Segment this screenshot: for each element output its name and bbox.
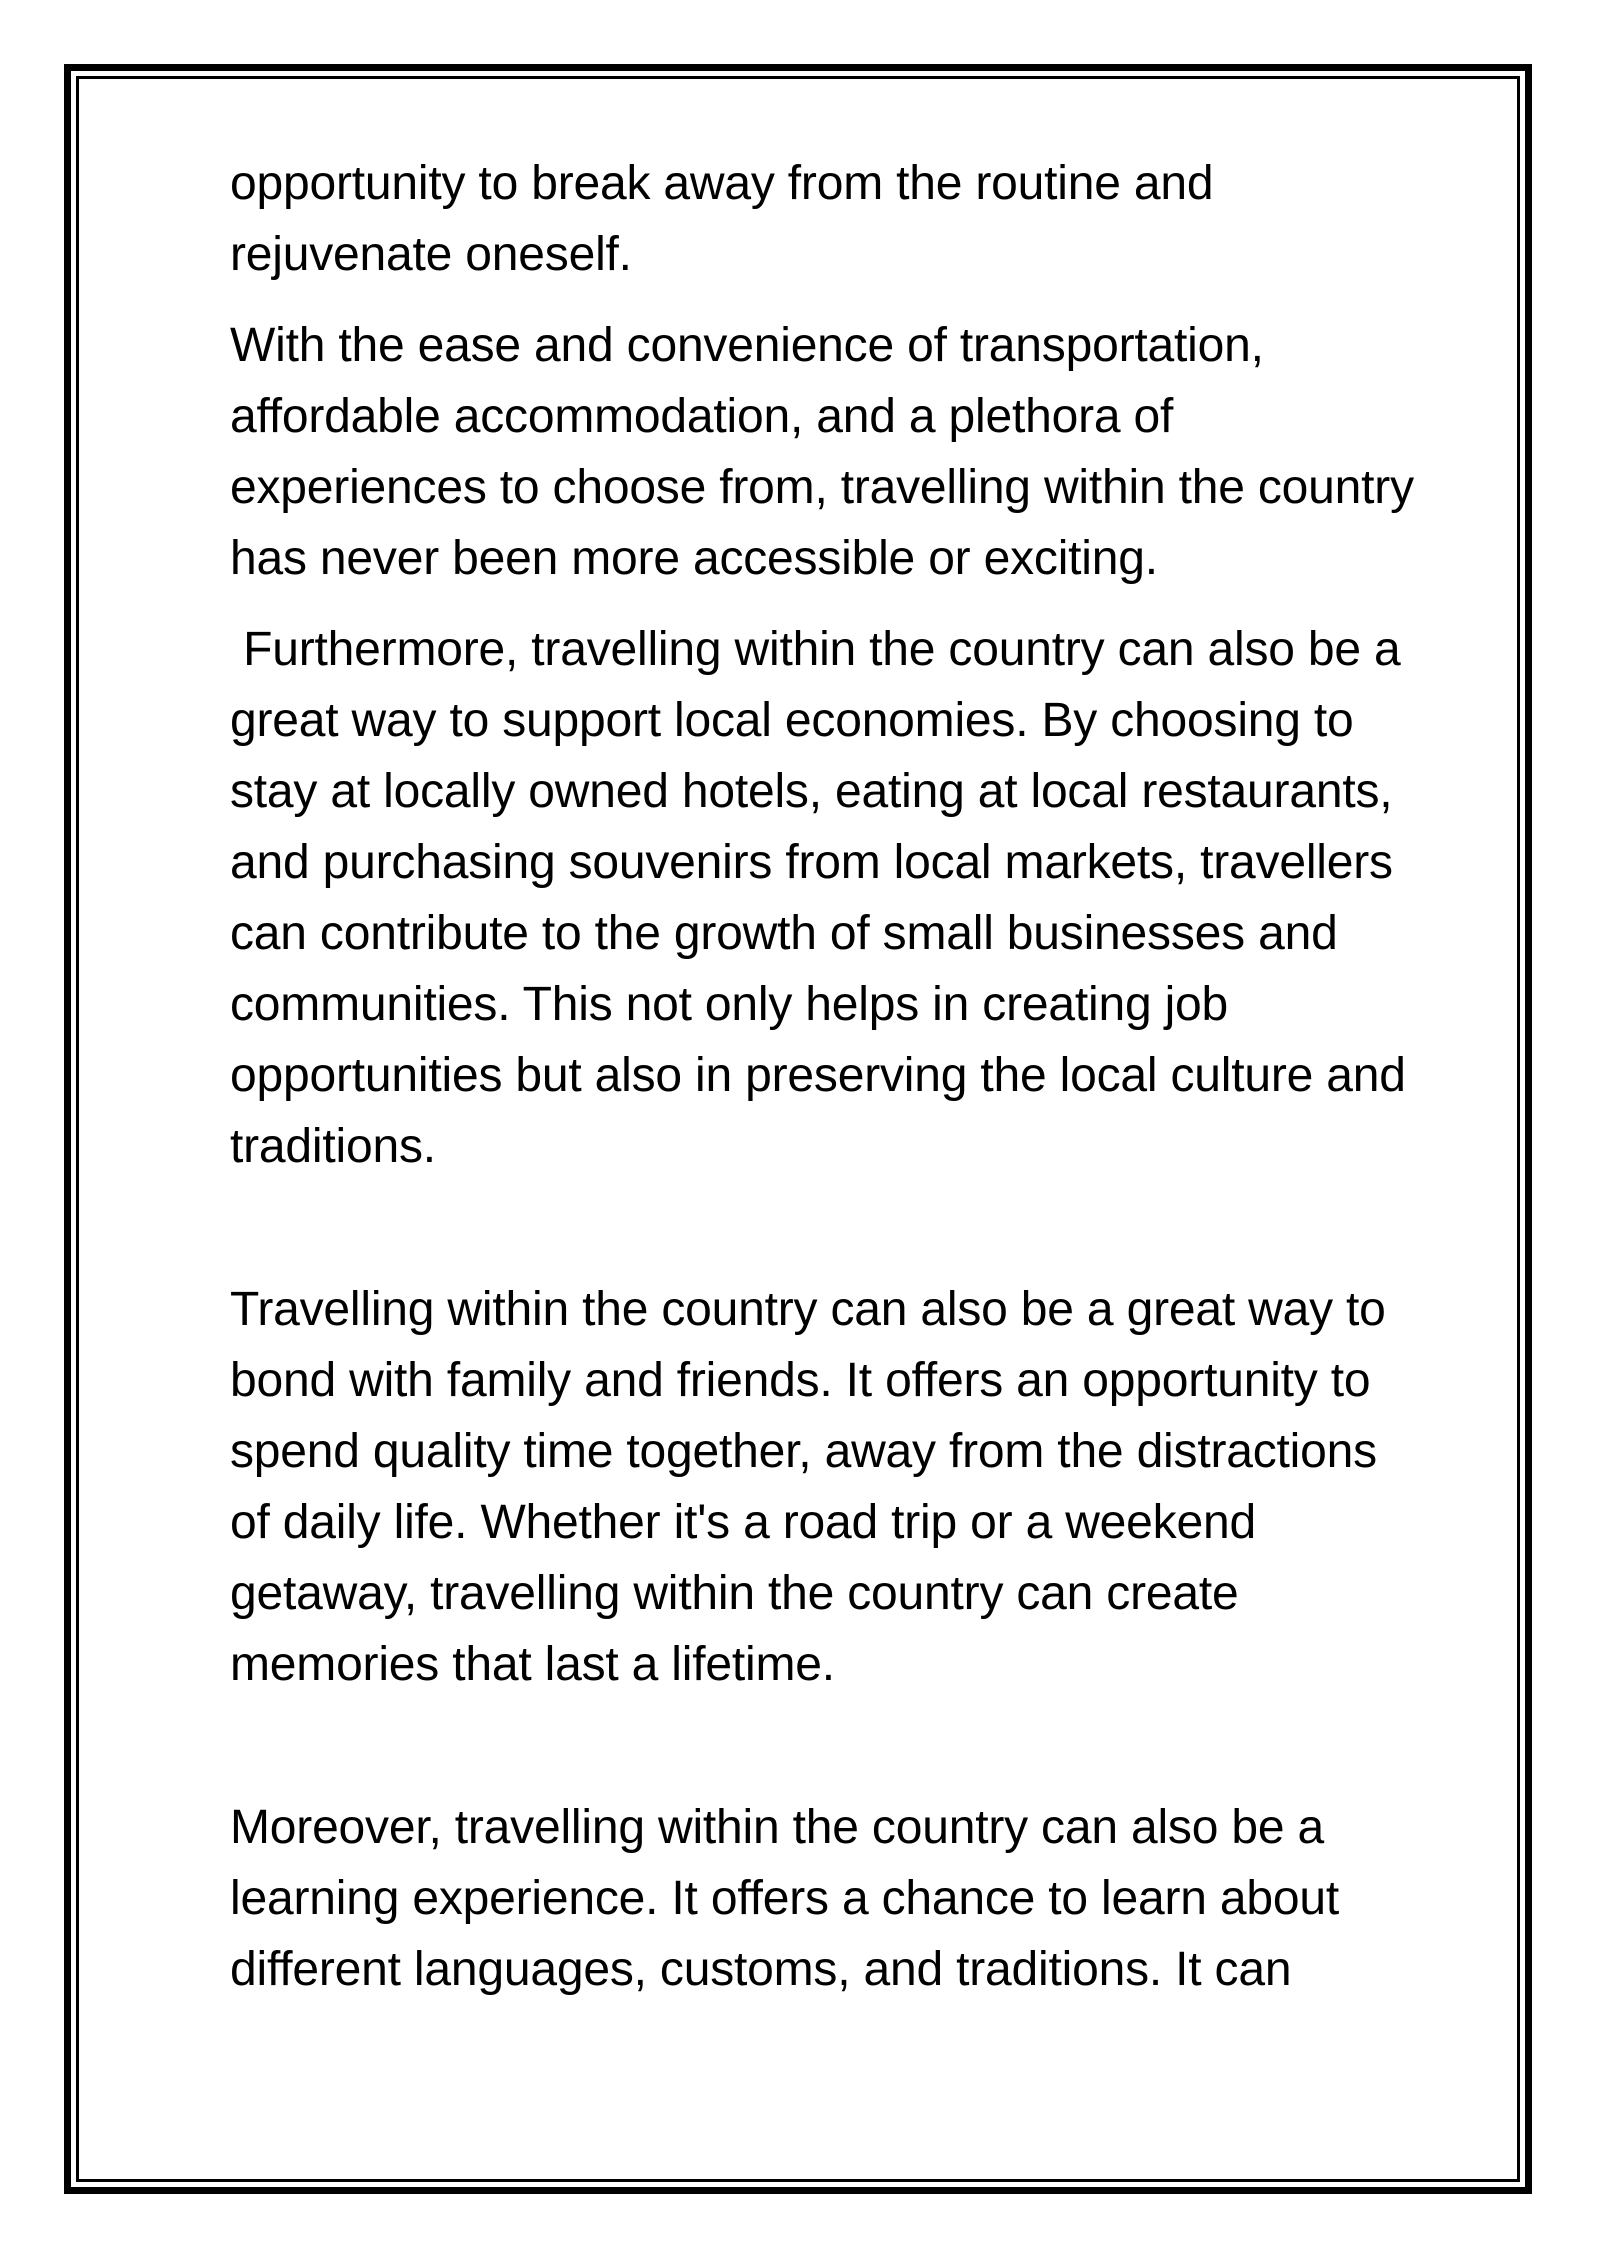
paragraph-3: Furthermore, travelling within the country can also be a great way to support local economies. By choosing to stay at locally owned hotels, eating at local restaurants, and purchasing souvenirs from local markets, travellers can contribute to the growth of small businesses and communities. This not only helps in creating job opportunities but also in preserving the local culture and traditions.	[230, 623, 1406, 1173]
paragraph-1: opportunity to break away from the routine and rejuvenate oneself.	[230, 157, 1214, 281]
paragraph-5: Moreover, travelling within the country can also be a learning experience. It offers a chance to learn about different languages, customs, and traditions. It can	[230, 1801, 1340, 1996]
paragraph-spacer	[230, 1700, 1520, 1792]
paragraph-spacer	[230, 290, 1520, 310]
paragraph-4: Travelling within the country can also be a great way to bond with family and friends. It offers an opportunity to spend quality time together, away from the distractions of daily life. Whether it's a road trip or a weekend getaway, travelling within the country can create memories that last a lifetime.	[230, 1283, 1386, 1691]
paragraph-spacer	[230, 594, 1520, 614]
paragraph-2: With the ease and convenience of transportation, affordable accommodation, and a plethora of experiences to choose from, travelling within the country has never been more accessible or exciting.	[230, 319, 1414, 585]
document-body	[230, 148, 1520, 2005]
paragraph-spacer	[230, 1182, 1520, 1274]
